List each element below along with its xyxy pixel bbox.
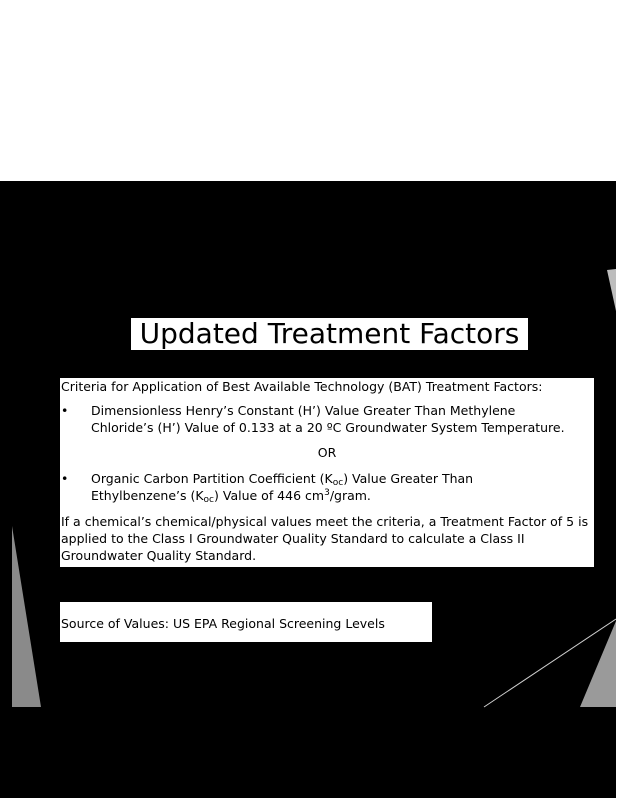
treatment-factor-paragraph: If a chemical’s chemical/physical values meet the criteria, a Treatment Factor of 5 is applied to the Class I Groundwater Quality Standard to calculate a Class II Groundwater Quality Standard. (61, 514, 589, 563)
cube-superscript: 3 (324, 488, 330, 498)
source-of-values: Source of Values: US EPA Regional Screening Levels (61, 615, 385, 631)
bullet-icon: • (61, 403, 69, 418)
right-gray-shard-bottom (580, 621, 616, 707)
source-of-criteria: Source of Criteria: Illinois Pollution Control Board R08-18 (61, 640, 415, 656)
or-separator: OR (317, 445, 337, 460)
koc-subscript: oc (332, 478, 344, 488)
bullet-text (91, 470, 591, 504)
bullet-line: Organic Carbon Partition Coefficient $(K_{oc})$ Value Greater Than (91, 471, 474, 488)
bullet-line: Ethylbenzene’s $(K_{oc})$ Value of 446 $cm^3$/gram. (91, 488, 371, 505)
left-gray-shard (12, 526, 41, 707)
bullet-text (91, 402, 591, 436)
bullet-line: Dimensionless Henry’s Constant (H’) Value Greater Than Methylene (91, 403, 516, 418)
criteria-heading: Criteria for Application of Best Available Technology (BAT) Treatment Factors: (61, 379, 543, 394)
slide (0, 181, 616, 798)
criteria-box (60, 378, 594, 567)
sources-box (60, 602, 432, 656)
bullet-line: Chloride’s (H’) Value of 0.133 at a 20 ºC Groundwater System Temperature. (91, 420, 565, 435)
bullet-icon: • (61, 471, 69, 486)
koc-subscript: oc (203, 495, 215, 505)
slide-title: Updated Treatment Factors (131, 318, 528, 350)
right-gray-shard-top (607, 269, 616, 311)
